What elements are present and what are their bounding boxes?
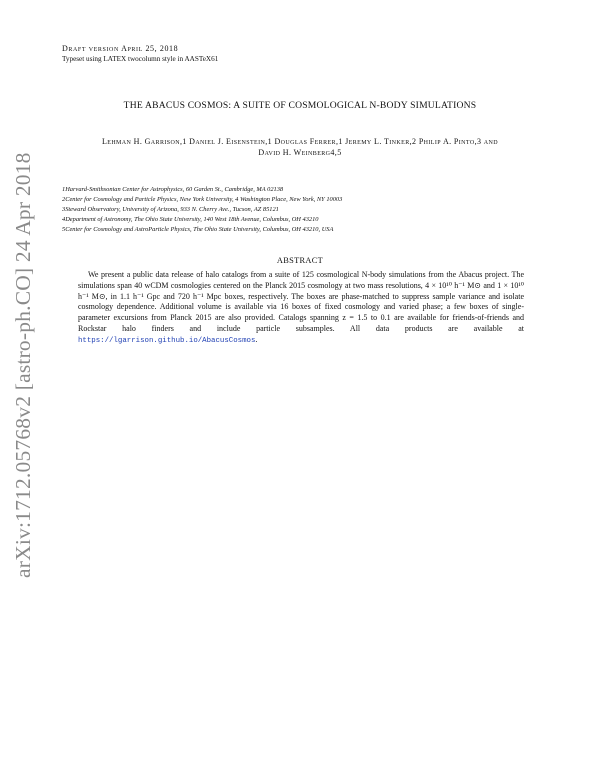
abstract-heading: ABSTRACT [276,256,324,265]
affiliation-5: 5Center for Cosmology and AstroParticle Physics, The Ohio State University, Columbus, OH 43210, USA [62,226,334,233]
data-products-link[interactable]: https://lgarrison.github.io/AbacusCosmos [78,336,256,345]
author-line-2: David H. Weinberg4,5 [258,148,342,157]
page-header [62,44,218,64]
arxiv-identifier-stamp: arXiv:1712.05768v2 [astro-ph.CO] 24 Apr 2018 [11,152,35,578]
abstract-body-text: We present a public data release of halo catalogs from a suite of 125 cosmological N-body simulations from the Abacus project. The simulations span 40 wCDM cosmologies centered on the Planck 2015 cosmology at two mass resolutions, 4 × 10¹⁰ h⁻¹ M⊙ and 1 × 10¹⁰ h⁻¹ M⊙, in 1.1 h⁻¹ Gpc and 720 h⁻¹ Mpc boxes, respectively. The boxes are phase-matched to suppress sample variance and isolate cosmology dependence. Additional volume is available via 16 boxes of fixed cosmology and varied phase; a few boxes of single-parameter excursions from Planck 2015 are also provided. Catalogs spanning z = 1.5 to 0.1 are available for friends-of-friends and Rockstar halo finders and include particle subsamples. All data products are available at [78,270,524,333]
affiliation-list [62,185,542,235]
affiliation-4: 4Department of Astronomy, The Ohio State University, 140 West 18th Avenue, Columbus, OH 43210 [62,216,319,223]
affiliation-2: 2Center for Cosmology and Particle Physics, New York University, 4 Washington Place, New York, NY 10003 [62,196,343,203]
draft-version: Draft version April 25, 2018 [62,44,179,53]
abstract-text [78,270,524,347]
affiliation-3: 3Steward Observatory, University of Arizona, 933 N. Cherry Ave., Tucson, AZ 85121 [62,206,279,213]
typeset-note: Typeset using LATEX twocolumn style in AASTeX61 [62,55,219,63]
paper-title: THE ABACUS COSMOS: A SUITE OF COSMOLOGICAL N-BODY SIMULATIONS [123,100,477,111]
author-list [40,136,560,158]
author-line-1: Lehman H. Garrison,1 Daniel J. Eisenstein,1 Douglas Ferrer,1 Jeremy L. Tinker,2 Philip A. Pinto,3 and [101,137,499,146]
affiliation-1: 1Harvard-Smithsonian Center for Astrophysics, 60 Garden St., Cambridge, MA 02138 [62,186,284,193]
abstract-end-punctuation: . [255,334,258,344]
